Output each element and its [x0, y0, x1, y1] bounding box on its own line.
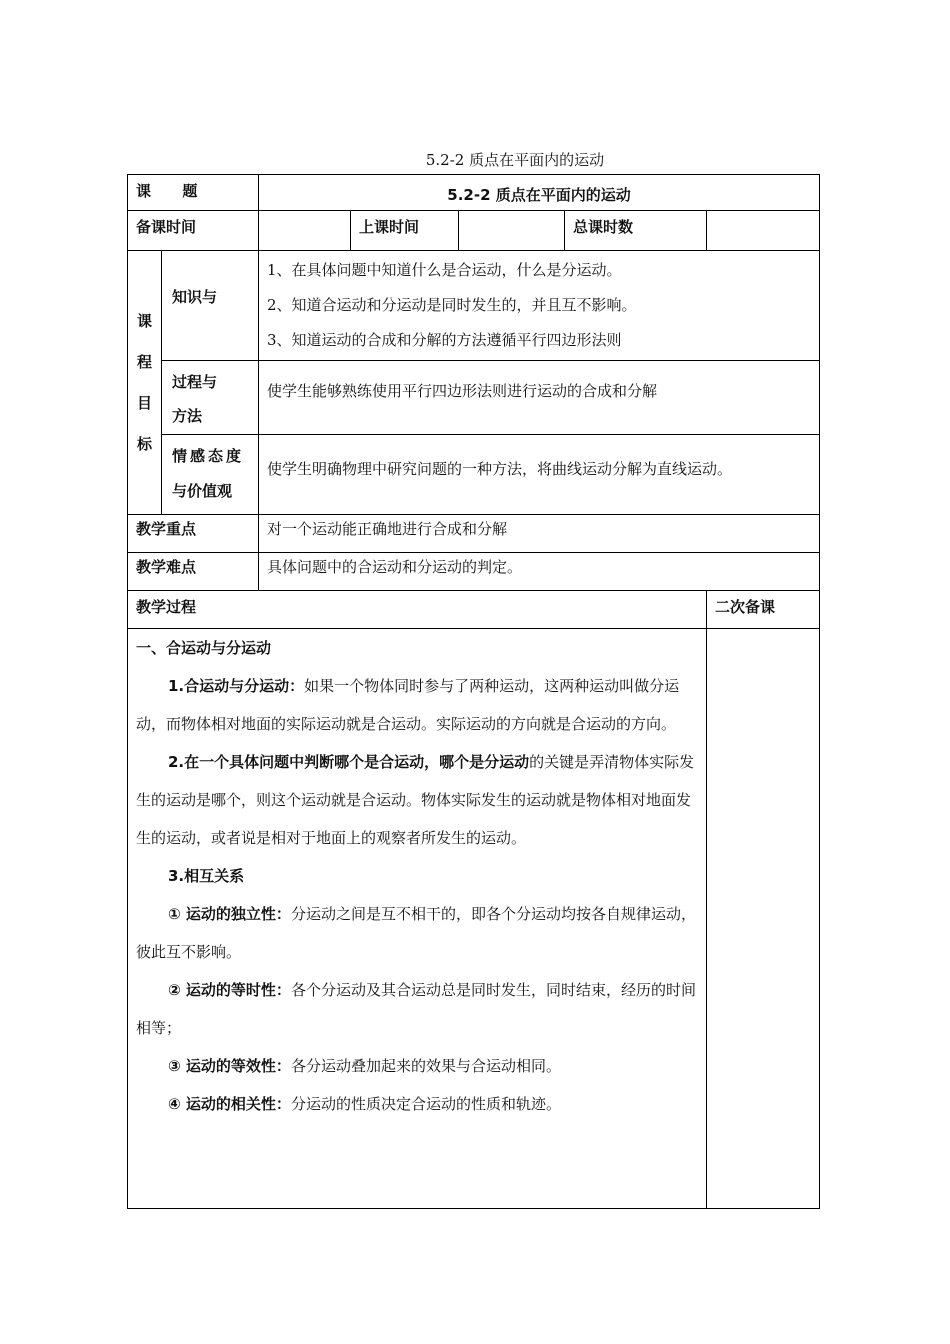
class-time-label: 上课时间: [351, 211, 459, 251]
prep-time-label: 备课时间: [128, 211, 259, 251]
process-content-row: [128, 629, 820, 1209]
key-point-row: [128, 515, 820, 553]
process-goal-text: 使学生能够熟练使用平行四边形法则进行运动的合成和分解: [259, 361, 820, 435]
second-prep-label: 二次备课: [707, 591, 820, 629]
process-label: 过程与 方法: [162, 361, 259, 435]
difficulty-row: [128, 553, 820, 591]
relation-correlation: ④ 运动的相关性：分运动的性质决定合运动的性质和轨迹。: [168, 1095, 561, 1113]
relation-simultaneity: ② 运动的等时性：各个分运动及其合运动总是同时发生，同时结束，经历的时间相等；: [136, 981, 696, 1037]
topic-label: 课 题: [128, 175, 259, 211]
key-point-label: 教学重点: [128, 515, 259, 553]
topic-value: 5.2-2 质点在平面内的运动: [259, 175, 820, 211]
knowledge-item: 1、在具体问题中知道什么是合运动，什么是分运动。: [267, 261, 622, 279]
emotion-label: 情感态度 与价值观: [162, 435, 259, 515]
course-goals-label: 课 程 目 标: [128, 251, 162, 515]
knowledge-label: 知识与: [162, 251, 259, 361]
paragraph-2: 2.在一个具体问题中判断哪个是合运动，哪个是分运动的关键是弄清物体实际发生的运动是哪个，则这个运动就是合运动。物体实际发生的运动就是物体相对地面发生的运动，或者说是相对于地面上的观察者所发生的运动。: [136, 753, 695, 847]
relation-equivalence: ③ 运动的等效性：各分运动叠加起来的效果与合运动相同。: [168, 1057, 561, 1075]
relations-heading: 3.相互关系: [168, 867, 245, 885]
prep-time-value: [259, 211, 351, 251]
lesson-plan-table: [127, 174, 820, 1209]
difficulty-text: 具体问题中的合运动和分运动的判定。: [259, 553, 820, 591]
schedule-row: [128, 211, 820, 251]
goal-process-row: [128, 361, 820, 435]
document-title: 5.2-2 质点在平面内的运动: [425, 151, 605, 169]
knowledge-item: 3、知道运动的合成和分解的方法遵循平行四边形法则: [267, 331, 622, 349]
teaching-process-content: [128, 629, 707, 1209]
goal-knowledge-row: [128, 251, 820, 361]
key-point-text: 对一个运动能正确地进行合成和分解: [259, 515, 820, 553]
knowledge-item: 2、知道合运动和分运动是同时发生的，并且互不影响。: [267, 296, 637, 314]
topic-row: [128, 175, 820, 211]
relation-independence: ① 运动的独立性：分运动之间是互不相干的，即各个分运动均按各自规律运动，彼此互不影响。: [136, 905, 696, 961]
process-header-row: [128, 591, 820, 629]
total-hours-value: [707, 211, 820, 251]
second-prep-content: [707, 629, 820, 1209]
goal-emotion-row: [128, 435, 820, 515]
total-hours-label: 总课时数: [565, 211, 707, 251]
section-heading: 一、合运动与分运动: [136, 639, 272, 657]
emotion-goal-text: 使学生明确物理中研究问题的一种方法，将曲线运动分解为直线运动。: [259, 435, 820, 515]
teaching-process-label: 教学过程: [128, 591, 707, 629]
knowledge-goals: [259, 251, 820, 361]
difficulty-label: 教学难点: [128, 553, 259, 591]
paragraph-1: 1.合运动与分运动：如果一个物体同时参与了两种运动，这两种运动叫做分运动，而物体相对地面的实际运动就是合运动。实际运动的方向就是合运动的方向。: [136, 677, 680, 733]
class-time-value: [459, 211, 565, 251]
